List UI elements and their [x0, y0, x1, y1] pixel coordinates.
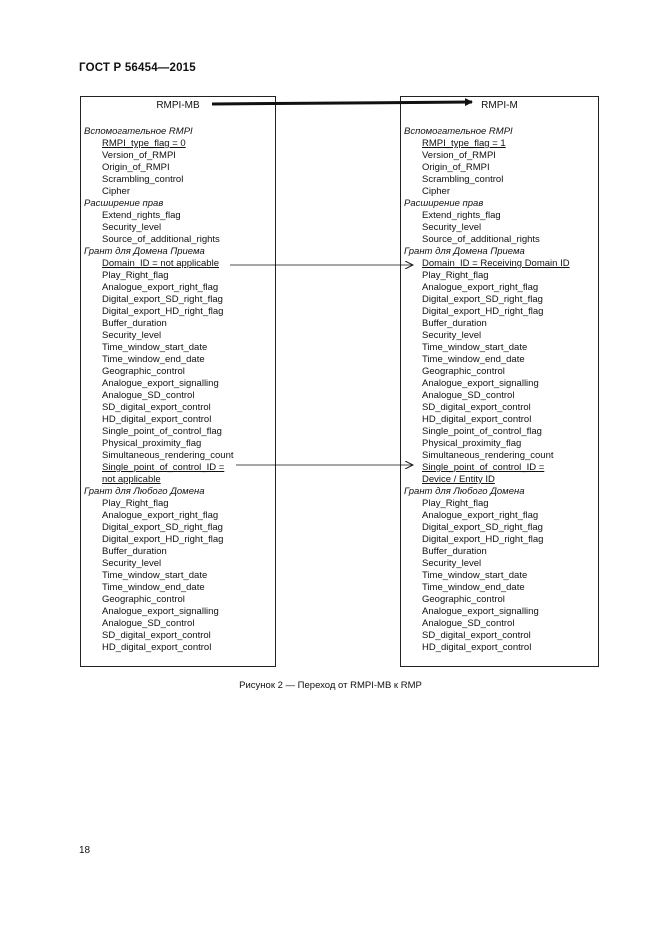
line-text: Analogue_export_right_flag — [422, 282, 539, 293]
figure-caption: Рисунок 2 — Переход от RMPI-MB к RMP — [239, 680, 422, 691]
field-line — [404, 570, 596, 582]
section-heading — [84, 486, 273, 498]
field-line — [404, 618, 596, 630]
field-line — [404, 546, 596, 558]
line-text: Time_window_end_date — [422, 582, 525, 593]
field-line — [404, 390, 596, 402]
field-line — [84, 354, 273, 366]
line-text: Scrambling_control — [102, 174, 184, 185]
field-line — [84, 582, 273, 594]
section-heading — [404, 246, 596, 258]
rmpi-m-field-list — [404, 126, 596, 654]
line-text: Single_point_of_control_ID = — [102, 462, 225, 473]
field-line — [404, 210, 596, 222]
field-line — [84, 186, 273, 198]
field-line — [404, 366, 596, 378]
line-text: Вспомогательное RMPI — [84, 126, 193, 137]
field-line — [404, 582, 596, 594]
field-line — [404, 498, 596, 510]
line-text: Play_Right_flag — [422, 270, 489, 281]
field-line — [404, 462, 596, 474]
line-text: Analogue_SD_control — [102, 390, 195, 401]
field-line — [404, 306, 596, 318]
line-text: Security_level — [422, 330, 482, 341]
field-line — [84, 330, 273, 342]
line-text: Play_Right_flag — [102, 270, 169, 281]
line-text: Вспомогательное RMPI — [404, 126, 513, 137]
field-line — [404, 354, 596, 366]
field-line — [404, 510, 596, 522]
line-text: Buffer_duration — [422, 318, 487, 329]
line-text: Domain_ID = Receiving Domain ID — [422, 258, 570, 269]
line-text: Source_of_additional_rights — [422, 234, 540, 245]
line-text: Time_window_end_date — [102, 582, 205, 593]
field-line — [404, 342, 596, 354]
line-text: Грант для Любого Домена — [404, 486, 525, 497]
line-text: Analogue_export_signalling — [422, 606, 539, 617]
field-line — [84, 462, 273, 474]
line-text: Origin_of_RMPI — [102, 162, 170, 173]
field-line — [84, 594, 273, 606]
field-line — [84, 378, 273, 390]
field-line — [84, 270, 273, 282]
line-text: HD_digital_export_control — [422, 642, 532, 653]
line-text: Geographic_control — [102, 366, 185, 377]
line-text: Time_window_start_date — [422, 570, 528, 581]
field-line — [404, 270, 596, 282]
line-text: RMPI_type_flag = 0 — [102, 138, 186, 149]
field-line — [84, 366, 273, 378]
line-text: Analogue_SD_control — [422, 618, 515, 629]
line-text: Analogue_SD_control — [422, 390, 515, 401]
field-line — [404, 642, 596, 654]
line-text: Play_Right_flag — [102, 498, 169, 509]
section-heading — [84, 198, 273, 210]
field-line — [84, 534, 273, 546]
line-text: Geographic_control — [422, 366, 505, 377]
line-text: Digital_export_HD_right_flag — [422, 306, 544, 317]
field-line — [404, 258, 596, 270]
line-text: Security_level — [102, 558, 162, 569]
field-line — [84, 510, 273, 522]
line-text: Security_level — [422, 222, 482, 233]
line-text: Security_level — [422, 558, 482, 569]
field-line — [404, 378, 596, 390]
line-text: SD_digital_export_control — [102, 630, 211, 641]
section-heading — [404, 126, 596, 138]
field-line — [404, 630, 596, 642]
line-text: Digital_export_SD_right_flag — [102, 294, 223, 305]
field-line — [404, 534, 596, 546]
field-line — [84, 294, 273, 306]
line-text: Physical_proximity_flag — [102, 438, 202, 449]
line-text: Расширение прав — [84, 198, 164, 209]
field-line — [84, 222, 273, 234]
line-text: Digital_export_HD_right_flag — [422, 534, 544, 545]
line-text: Грант для Домена Приема — [84, 246, 205, 257]
line-text: Scrambling_control — [422, 174, 504, 185]
line-text: Extend_rights_flag — [422, 210, 501, 221]
line-text: Device / Entity ID — [422, 474, 495, 485]
line-text: SD_digital_export_control — [422, 630, 531, 641]
line-text: Source_of_additional_rights — [102, 234, 220, 245]
field-line — [404, 414, 596, 426]
line-text: Buffer_duration — [422, 546, 487, 557]
field-line — [84, 450, 273, 462]
field-line — [84, 426, 273, 438]
field-line — [404, 162, 596, 174]
line-text: Cipher — [102, 186, 130, 197]
field-line — [84, 174, 273, 186]
line-text: Simultaneous_rendering_count — [102, 450, 234, 461]
line-text: Analogue_export_right_flag — [102, 510, 219, 521]
section-heading — [84, 126, 273, 138]
line-text: Time_window_start_date — [422, 342, 528, 353]
line-text: Analogue_export_signalling — [102, 378, 219, 389]
field-line — [404, 558, 596, 570]
field-line — [404, 474, 596, 486]
line-text: Single_point_of_control_flag — [422, 426, 542, 437]
line-text: Analogue_export_signalling — [422, 378, 539, 389]
line-text: SD_digital_export_control — [422, 402, 531, 413]
field-line — [404, 606, 596, 618]
line-text: Origin_of_RMPI — [422, 162, 490, 173]
line-text: HD_digital_export_control — [102, 414, 212, 425]
line-text: Geographic_control — [102, 594, 185, 605]
rmpi-mb-field-list — [84, 126, 273, 654]
line-text: Extend_rights_flag — [102, 210, 181, 221]
field-line — [404, 174, 596, 186]
line-text: Time_window_end_date — [102, 354, 205, 365]
line-text: Time_window_end_date — [422, 354, 525, 365]
field-line — [84, 162, 273, 174]
field-line — [404, 150, 596, 162]
field-line — [404, 594, 596, 606]
field-line — [84, 642, 273, 654]
field-line — [404, 330, 596, 342]
rmpi-m-title: RMPI-M — [481, 100, 518, 111]
field-line — [404, 438, 596, 450]
field-line — [404, 402, 596, 414]
line-text: Simultaneous_rendering_count — [422, 450, 554, 461]
line-text: Buffer_duration — [102, 546, 167, 557]
line-text: Security_level — [102, 222, 162, 233]
field-line — [84, 390, 273, 402]
field-line — [84, 234, 273, 246]
line-text: Play_Right_flag — [422, 498, 489, 509]
field-line — [404, 186, 596, 198]
field-line — [84, 402, 273, 414]
rmpi-mb-box — [80, 96, 276, 667]
line-text: Single_point_of_control_flag — [102, 426, 222, 437]
field-line — [84, 558, 273, 570]
line-text: Physical_proximity_flag — [422, 438, 522, 449]
line-text: Digital_export_SD_right_flag — [422, 294, 543, 305]
line-text: RMPI_type_flag = 1 — [422, 138, 506, 149]
field-line — [404, 426, 596, 438]
line-text: Version_of_RMPI — [102, 150, 176, 161]
field-line — [84, 474, 273, 486]
line-text: Analogue_export_right_flag — [422, 510, 539, 521]
line-text: Digital_export_SD_right_flag — [422, 522, 543, 533]
field-line — [404, 234, 596, 246]
field-line — [84, 210, 273, 222]
field-line — [84, 630, 273, 642]
field-line — [84, 342, 273, 354]
field-line — [404, 522, 596, 534]
line-text: Analogue_SD_control — [102, 618, 195, 629]
field-line — [84, 618, 273, 630]
line-text: SD_digital_export_control — [102, 402, 211, 413]
line-text: Cipher — [422, 186, 450, 197]
field-line — [84, 522, 273, 534]
field-line — [404, 138, 596, 150]
line-text: not applicable — [102, 474, 161, 485]
field-line — [84, 498, 273, 510]
field-line — [84, 606, 273, 618]
line-text: Version_of_RMPI — [422, 150, 496, 161]
line-text: Domain_ID = not applicable — [102, 258, 219, 269]
field-line — [84, 138, 273, 150]
line-text: Analogue_export_right_flag — [102, 282, 219, 293]
line-text: Analogue_export_signalling — [102, 606, 219, 617]
line-text: Digital_export_SD_right_flag — [102, 522, 223, 533]
line-text: Грант для Домена Приема — [404, 246, 525, 257]
section-heading — [84, 246, 273, 258]
field-line — [404, 294, 596, 306]
line-text: Single_point_of_control_ID = — [422, 462, 545, 473]
page-number: 18 — [79, 845, 91, 856]
line-text: Geographic_control — [422, 594, 505, 605]
field-line — [404, 282, 596, 294]
rmpi-m-box — [400, 96, 599, 667]
field-line — [84, 282, 273, 294]
field-line — [404, 318, 596, 330]
document-header: ГОСТ Р 56454—2015 — [79, 62, 196, 74]
line-text: Грант для Любого Домена — [84, 486, 205, 497]
line-text: Digital_export_HD_right_flag — [102, 306, 224, 317]
field-line — [84, 570, 273, 582]
line-text: Digital_export_HD_right_flag — [102, 534, 224, 545]
line-text: HD_digital_export_control — [102, 642, 212, 653]
field-line — [84, 150, 273, 162]
field-line — [84, 258, 273, 270]
field-line — [404, 222, 596, 234]
field-line — [84, 318, 273, 330]
line-text: Security_level — [102, 330, 162, 341]
field-line — [84, 438, 273, 450]
field-line — [404, 450, 596, 462]
field-line — [84, 414, 273, 426]
line-text: HD_digital_export_control — [422, 414, 532, 425]
line-text: Time_window_start_date — [102, 342, 208, 353]
field-line — [84, 306, 273, 318]
section-heading — [404, 198, 596, 210]
line-text: Time_window_start_date — [102, 570, 208, 581]
field-line — [84, 546, 273, 558]
line-text: Расширение прав — [404, 198, 484, 209]
line-text: Buffer_duration — [102, 318, 167, 329]
section-heading — [404, 486, 596, 498]
rmpi-mb-title: RMPI-MB — [156, 100, 200, 111]
